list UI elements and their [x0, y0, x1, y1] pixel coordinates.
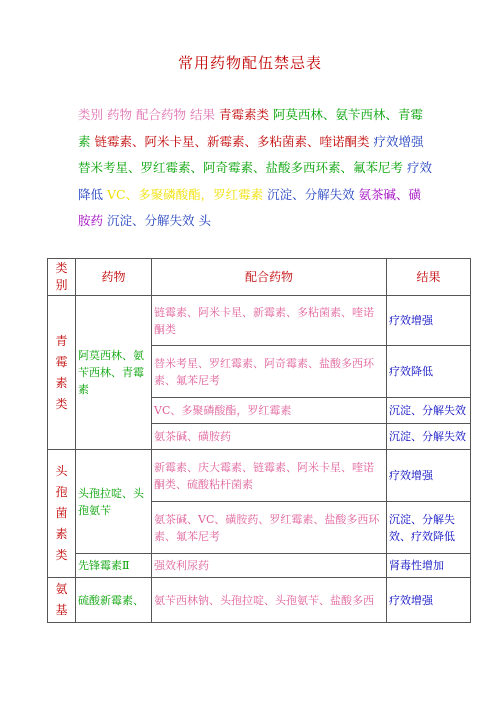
paragraph-segment: 药物 — [106, 107, 136, 122]
combo-cell: 新霉素、庆大霉素、链霉素、阿米卡星、喹诺酮类、硫酸粘杆菌素 — [152, 450, 387, 502]
result-cell: 疗效增强 — [387, 578, 471, 623]
result-cell: 沉淀、分解失效 — [387, 424, 471, 450]
drug-cell: 硫酸新霉素、 — [76, 578, 152, 623]
result-cell: 疗效增强 — [387, 450, 471, 502]
result-cell: 疗效增强 — [387, 296, 471, 346]
combo-cell: VC、多聚磷酸酯，罗红霉素 — [152, 398, 387, 424]
category-cell: 氨基 — [48, 578, 76, 623]
table-row — [48, 450, 471, 502]
drug-cell: 先锋霉素Ⅱ — [76, 554, 152, 578]
paragraph-segment: 头 — [198, 213, 211, 228]
paragraph-segment: 类别 — [78, 107, 107, 122]
paragraph-segment: 青霉素类 — [218, 107, 273, 122]
paragraph-segment: 氨茶碱、磺胺药 — [78, 186, 422, 228]
result-cell: 肾毒性增加 — [387, 554, 471, 578]
header-result: 结果 — [387, 259, 471, 296]
table-header-row — [48, 259, 471, 296]
paragraph-segment: VC、多聚磷酸酯，罗红霉素 — [106, 186, 268, 202]
drug-cell: 阿莫西林、氨苄西林、青霉素 — [76, 296, 152, 450]
paragraph-segment: 阿莫西林、氨苄西林、青霉素 — [78, 107, 423, 149]
paragraph-segment: 替米考星、罗红霉素、阿奇霉素、盐酸多西环素、氟苯尼考 — [78, 160, 407, 175]
incompatibility-table — [47, 258, 471, 623]
paragraph-segment: 配合药物 — [135, 107, 190, 122]
intro-paragraph — [78, 102, 433, 235]
table-row — [48, 554, 471, 578]
result-cell: 疗效降低 — [387, 346, 471, 398]
result-cell: 沉淀、分解失效、疗效降低 — [387, 502, 471, 554]
paragraph-segment: 链霉素、阿米卡星、新霉素、多粘菌素、喹诺酮类 — [94, 133, 374, 149]
paragraph-segment: 结果 — [189, 107, 219, 122]
combo-cell: 氨茶碱、磺胺药 — [152, 424, 387, 450]
category-cell: 头孢菌素类 — [48, 450, 76, 578]
header-category: 类别 — [48, 259, 76, 296]
header-combo: 配合药物 — [152, 259, 387, 296]
document-title: 常用药物配伍禁忌表 — [177, 54, 322, 72]
result-cell: 沉淀、分解失效 — [387, 398, 471, 424]
table-row — [48, 296, 471, 346]
paragraph-segment: 疗效增强 — [373, 133, 424, 149]
paragraph-segment: 沉淀、分解失效 — [106, 213, 199, 228]
drug-cell: 头孢拉啶、头孢氨苄 — [76, 450, 152, 554]
paragraph-segment: 沉淀、分解失效 — [267, 186, 359, 202]
combo-cell: 链霉素、阿米卡星、新霉素、多粘菌素、喹诺酮类 — [152, 296, 387, 346]
combo-cell: 替米考星、罗红霉素、阿奇霉素、盐酸多西环素、氟苯尼考 — [152, 346, 387, 398]
paragraph-segment: 疗效降低 — [78, 160, 432, 202]
category-cell: 青霉素类 — [48, 296, 76, 450]
header-drug: 药物 — [76, 259, 152, 296]
combo-cell: 氨茶碱、VC、磺胺药、罗红霉素、盐酸多西环素、氟苯尼考 — [152, 502, 387, 554]
table-row — [48, 578, 471, 623]
combo-cell: 强效利尿药 — [152, 554, 387, 578]
combo-cell: 氨苄西林钠、头孢拉啶、头孢氨苄、盐酸多西 — [152, 578, 387, 623]
